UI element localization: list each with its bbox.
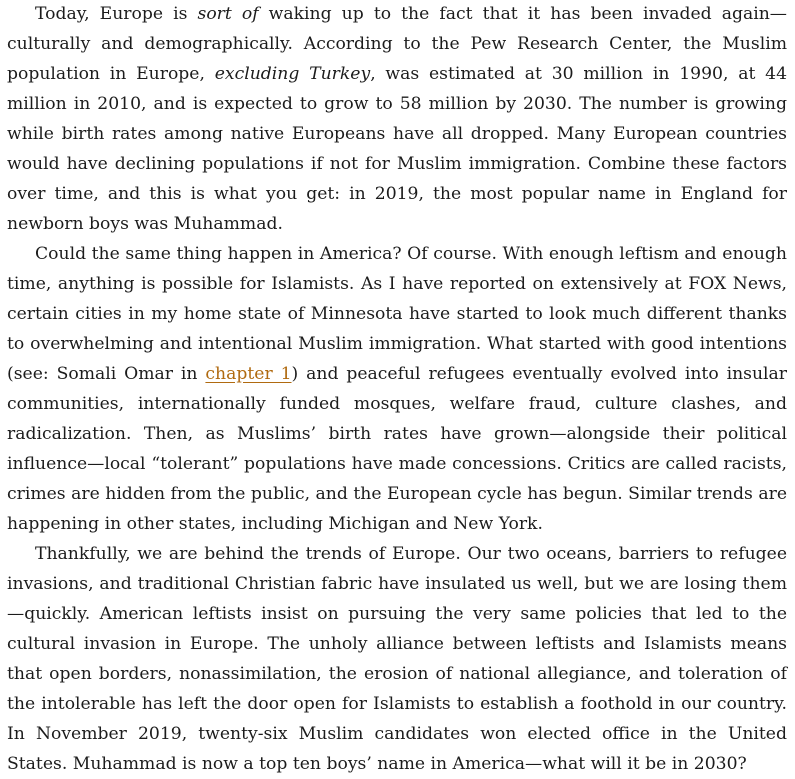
p2-text-1: Could the same thing happen in America? Of course. With enough leftism and enough time, anything is possible for Islamists. As I have reported on extensively at FOX News, certain cities in my home state of Minnesota have started to look much different thanks to overwhelming and intentional Muslim immigration. What started with good intentions (see: Somali Omar in xyxy=(7,244,787,384)
p1-italic-sort-of: sort of xyxy=(197,4,259,24)
paragraph-america xyxy=(7,239,787,539)
chapter-1-link[interactable]: chapter 1 xyxy=(205,364,292,384)
p1-text-1: Today, Europe is xyxy=(35,4,198,24)
p2-text-2: ) and peaceful refugees eventually evolved into insular communities, internationally funded mosques, welfare fraud, culture clashes, and radicalization. Then, as Muslims’ birth rates have grown—alongside their political influence—local “tolerant” populations have made concessions. Critics are called racists, crimes are hidden from the public, and the European cycle has begun. Similar trends are happening in other states, including Michigan and New York. xyxy=(7,364,788,534)
paragraph-europe xyxy=(7,0,787,239)
p1-text-2: waking up to the fact that it has been invaded again—culturally and demographically. According to the Pew Research Center, the Muslim population in Europe, xyxy=(7,4,787,84)
p3-text-1: Thankfully, we are behind the trends of Europe. Our two oceans, barriers to refugee invasions, and traditional Christian fabric have insulated us well, but we are losing them—quickly. American leftists insist on pursuing the very same policies that led to the cultural invasion in Europe. The unholy alliance between leftists and Islamists means that open borders, nonassimilation, the erosion of national allegiance, and toleration of the intolerable has left the door open for Islamists to establish a foothold in our country. In November 2019, twenty-six Muslim candidates won elected office in the United States. Muhammad is now a top ten boys’ name in America—what will it be in 2030? xyxy=(7,544,787,774)
p1-italic-excluding-turkey: excluding Turkey xyxy=(214,64,371,84)
p1-text-3: , was estimated at 30 million in 1990, at 44 million in 2010, and is expected to grow to 58 million by 2030. The number is growing while birth rates among native Europeans have all dropped. Many European countries would have declining populations if not for Muslim immigration. Combine these factors over time, and this is what you get: in 2019, the most popular name in England for newborn boys was Muhammad. xyxy=(7,64,788,234)
paragraph-thankfully xyxy=(7,539,787,779)
